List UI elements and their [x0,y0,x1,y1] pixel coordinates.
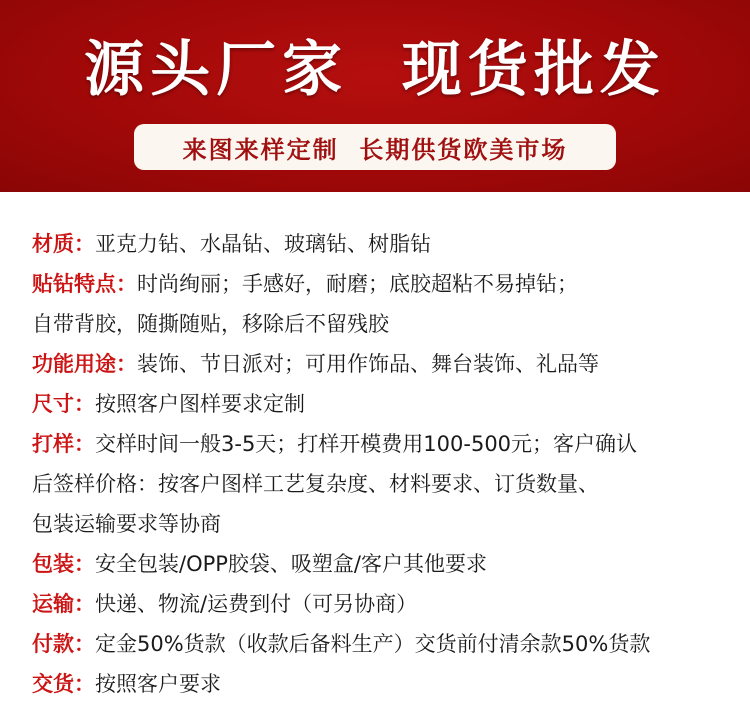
spec-label: 尺寸： [32,392,95,416]
banner-headline: 源头厂家 现货批发 [84,35,666,105]
spec-label: 材质： [32,232,95,256]
spec-value: 按照客户要求 [95,672,221,696]
spec-value: 时尚绚丽；手感好，耐磨；底胶超粘不易掉钻； [137,272,578,296]
spec-label: 交货： [32,672,95,696]
spec-shipping [32,584,732,624]
banner-subtitle-pill: 来图来样定制 长期供货欧美市场 [134,124,616,170]
spec-value: 自带背胶，随撕随贴，移除后不留残胶 [32,312,389,336]
spec-value: 定金50%货款（收款后备料生产）交货前付清余款50%货款 [95,632,651,656]
spec-sampling-continued [32,464,732,504]
spec-value: 包装运输要求等协商 [32,512,221,536]
spec-features [32,264,732,304]
spec-value: 按照客户图样要求定制 [95,392,305,416]
spec-label: 功能用途： [32,352,137,376]
spec-sampling-continued [32,504,732,544]
spec-features-continued [32,304,732,344]
spec-label: 包装： [32,552,95,576]
spec-value: 快递、物流/运费到付（可另协商） [95,592,418,616]
spec-label: 打样： [32,432,95,456]
spec-packaging [32,544,732,584]
spec-usage [32,344,732,384]
spec-size [32,384,732,424]
spec-delivery [32,664,732,704]
spec-label: 贴钻特点： [32,272,137,296]
product-spec-list [32,224,732,704]
spec-payment [32,624,732,664]
promo-banner [0,0,750,192]
spec-value: 交样时间一般3-5天；打样开模费用100-500元；客户确认 [95,432,638,456]
spec-value: 后签样价格：按客户图样工艺复杂度、材料要求、订货数量、 [32,472,599,496]
spec-value: 装饰、节日派对；可用作饰品、舞台装饰、礼品等 [137,352,599,376]
spec-sampling [32,424,732,464]
spec-label: 付款： [32,632,95,656]
spec-value: 亚克力钻、水晶钻、玻璃钻、树脂钻 [95,232,431,256]
spec-value: 安全包装/OPP胶袋、吸塑盒/客户其他要求 [95,552,488,576]
spec-label: 运输： [32,592,95,616]
spec-material [32,224,732,264]
